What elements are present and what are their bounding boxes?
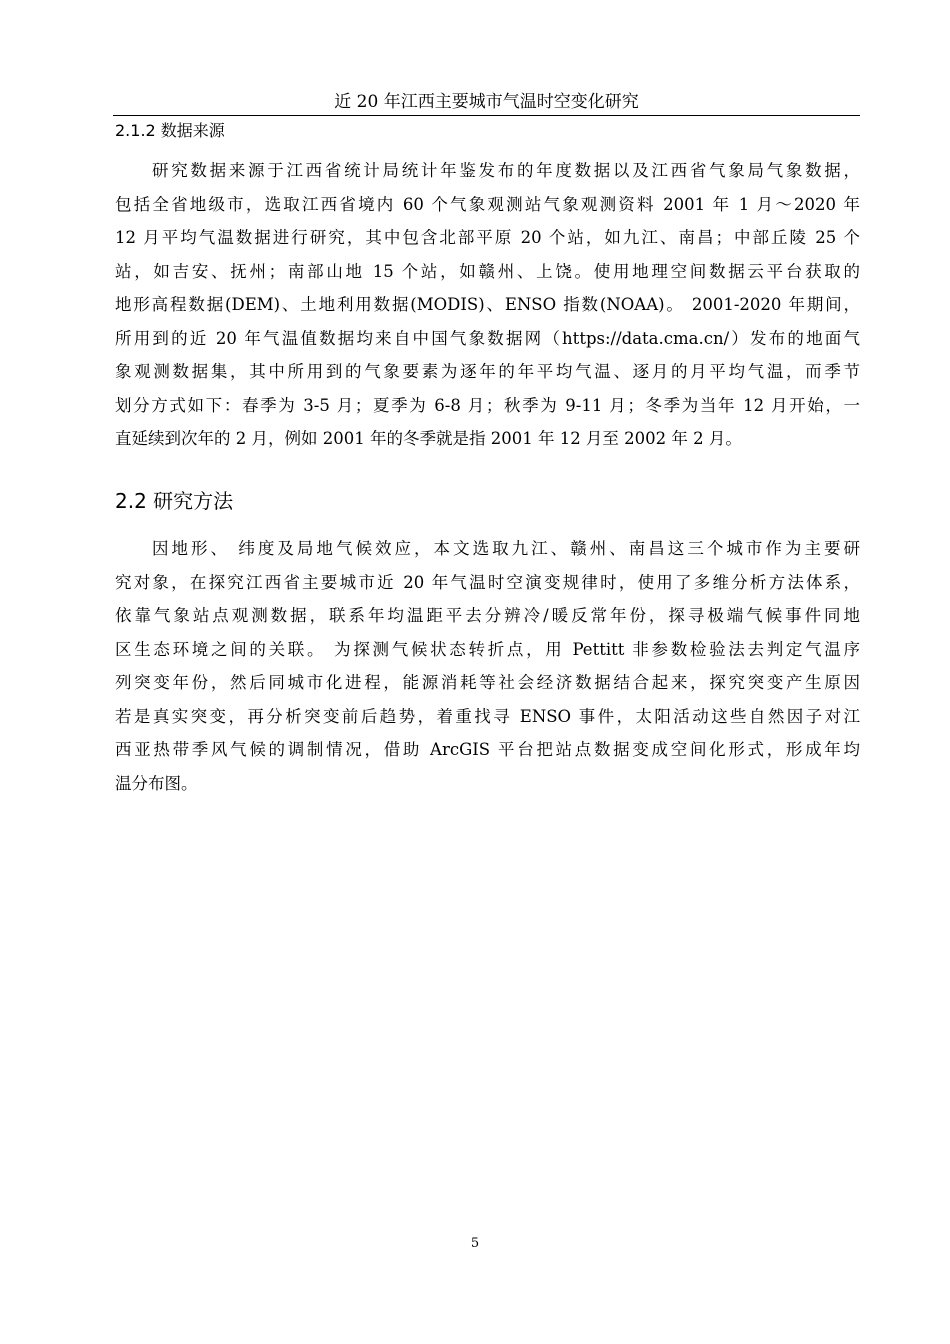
header-rule <box>113 115 860 116</box>
paragraph-line: 因地形、 纬度及局地气候效应，本文选取九江、赣州、南昌这三个城市作为主要研 <box>152 539 860 558</box>
paragraph-line: 象观测数据集，其中所用到的气象要素为逐年的年平均气温、逐月的月平均气温，而季节 <box>115 362 860 381</box>
paragraph-line: 温分布图。 <box>115 773 198 793</box>
paragraph-line: 12 月平均气温数据进行研究，其中包含北部平原 20 个站，如九江、南昌；中部丘陵 25 个 <box>115 228 860 247</box>
paragraph-data-source <box>115 154 860 456</box>
paragraph-line: 站，如吉安、抚州；南部山地 15 个站，如赣州、上饶。使用地理空间数据云平台获取的 <box>115 261 860 281</box>
paragraph-line: 地形高程数据(DEM)、土地利用数据(MODIS)、ENSO 指数(NOAA)。 2001-2020 年期间， <box>115 295 860 314</box>
paragraph-line: 若是真实突变，再分析突变前后趋势，着重找寻 ENSO 事件，太阳活动这些自然因子对江 <box>115 706 860 726</box>
paragraph-line: 直延续到次年的 2 月，例如 2001 年的冬季就是指 2001 年 12 月至 2002 年 2 月。 <box>115 429 742 448</box>
paragraph-line: 划分方式如下：春季为 3-5 月；夏季为 6-8 月；秋季为 9-11 月；冬季为当年 12 月开始，一 <box>115 395 860 415</box>
section-heading-research-method: 2.2 研究方法 <box>115 489 234 513</box>
paragraph-line: 包括全省地级市，选取江西省境内 60 个气象观测站气象观测资料 2001 年 1 月～2020 年 <box>115 194 860 214</box>
paragraph-research-method <box>115 532 860 800</box>
paragraph-line: 列突变年份，然后同城市化进程，能源消耗等社会经济数据结合起来，探究突变产生原因 <box>115 673 860 692</box>
running-header: 近 20 年江西主要城市气温时空变化研究 <box>334 92 639 112</box>
paragraph-line: 区生态环境之间的关联。 为探测气候状态转折点，用 Pettitt 非参数检验法去判定气温序 <box>115 639 860 659</box>
section-heading-data-source: 2.1.2 数据来源 <box>115 121 225 140</box>
paragraph-line: 依靠气象站点观测数据，联系年均温距平去分辨冷/暖反常年份，探寻极端气候事件同地 <box>115 606 860 625</box>
paragraph-line: 所用到的近 20 年气温值数据均来自中国气象数据网（https://data.cma.cn/）发布的地面气 <box>115 328 860 348</box>
paragraph-line: 西亚热带季风气候的调制情况，借助 ArcGIS 平台把站点数据变成空间化形式，形成年均 <box>115 740 860 759</box>
paragraph-line: 究对象，在探究江西省主要城市近 20 年气温时空演变规律时，使用了多维分析方法体系， <box>115 572 860 592</box>
paragraph-line: 研究数据来源于江西省统计局统计年鉴发布的年度数据以及江西省气象局气象数据， <box>152 161 860 180</box>
page-number: 5 <box>470 1236 480 1251</box>
